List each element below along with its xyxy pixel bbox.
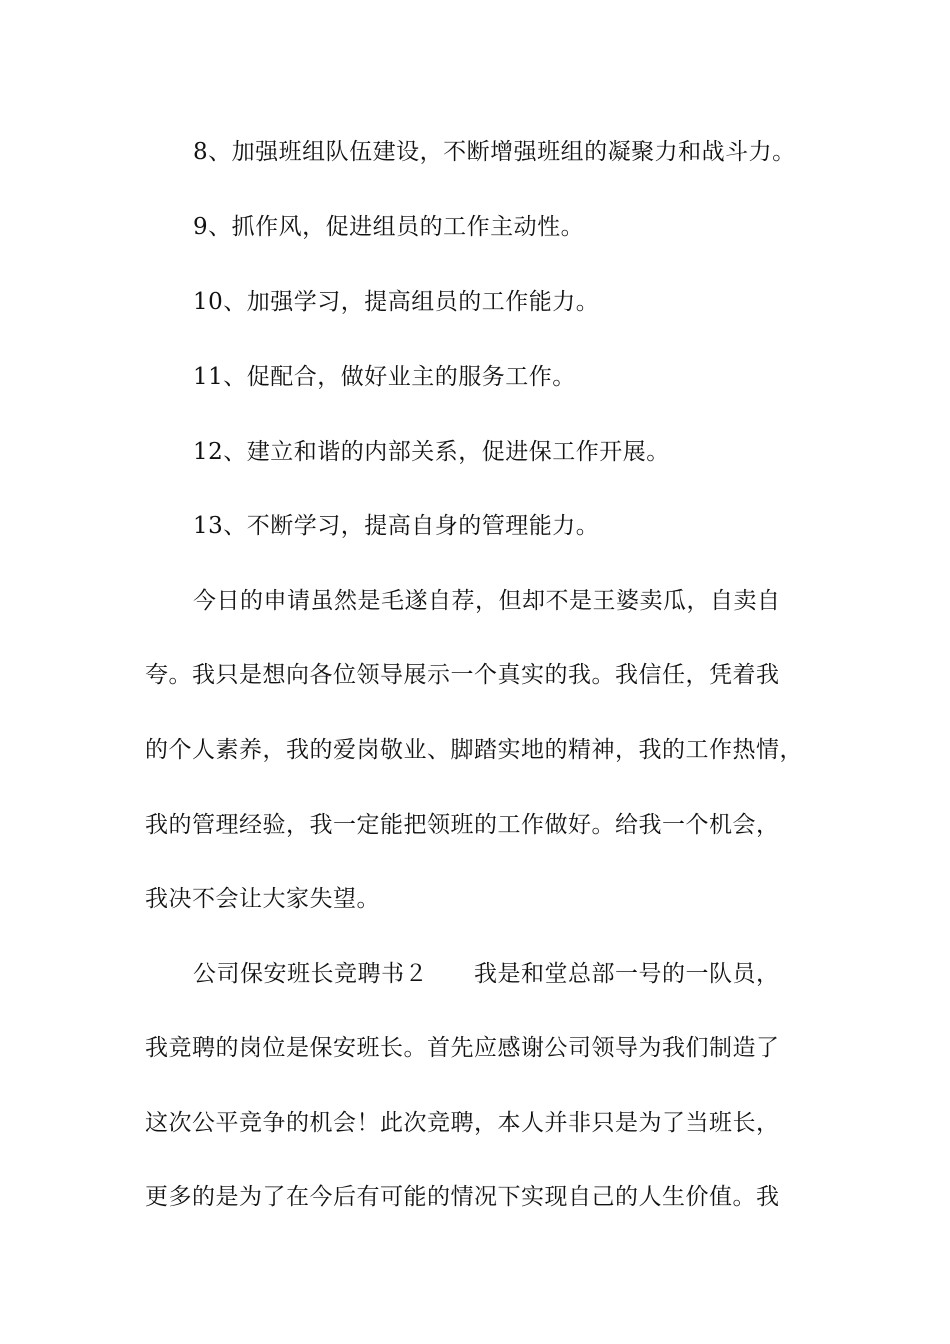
section-heading-line xyxy=(193,954,883,994)
list-item-9: 9、抓作风，促进组员的工作主动性。 xyxy=(193,214,585,240)
paragraph-line-3: 的个人素养，我的爱岗敬业、脚踏实地的精神，我的工作热情， xyxy=(145,737,803,763)
list-item-10: 10、加强学习，提高组员的工作能力。 xyxy=(193,289,600,315)
paragraph-line-2: 夸。我只是想向各位领导展示一个真实的我。我信任，凭着我 xyxy=(145,662,780,688)
list-item-8: 8、加强班组队伍建设，不断增强班组的凝聚力和战斗力。 xyxy=(193,139,796,165)
section-line-2: 这次公平竞争的机会！此次竞聘，本人并非只是为了当班长， xyxy=(145,1110,780,1136)
paragraph-line-5: 我决不会让大家失望。 xyxy=(145,886,380,912)
section-line-1: 我竞聘的岗位是保安班长。首先应感谢公司领导为我们制造了 xyxy=(145,1035,780,1061)
list-item-12: 12、建立和谐的内部关系，促进保工作开展。 xyxy=(193,439,670,465)
section-line-3: 更多的是为了在今后有可能的情况下实现自己的人生价值。我 xyxy=(145,1184,780,1210)
list-item-13: 13、不断学习，提高自身的管理能力。 xyxy=(193,513,600,539)
section-first-line: 我是和堂总部一号的一队员， xyxy=(474,961,780,987)
section-title: 公司保安班长竞聘书２ xyxy=(193,961,428,987)
list-item-11: 11、促配合，做好业主的服务工作。 xyxy=(193,364,576,390)
paragraph-line-1: 今日的申请虽然是毛遂自荐，但却不是王婆卖瓜，自卖自 xyxy=(193,588,781,614)
paragraph-line-4: 我的管理经验，我一定能把领班的工作做好。给我一个机会， xyxy=(145,812,780,838)
